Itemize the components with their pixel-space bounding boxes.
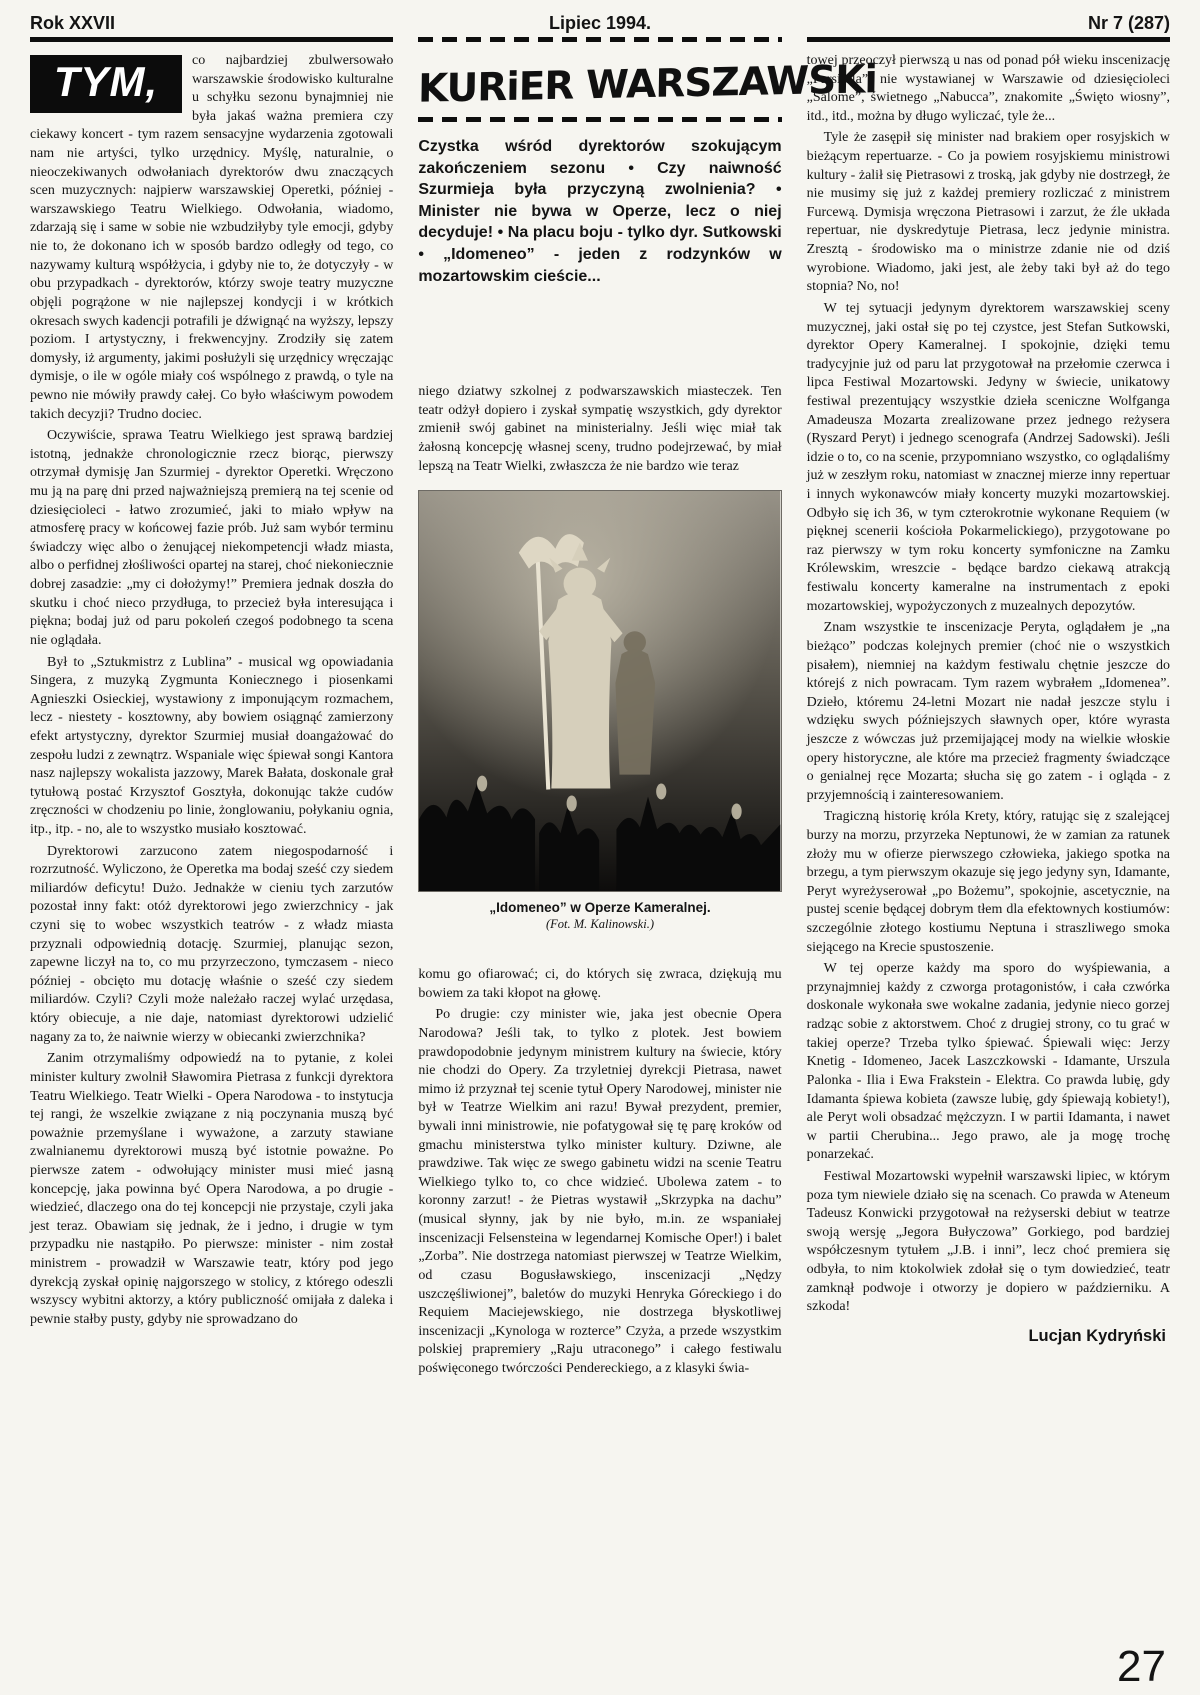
masthead-title: KURiER WARSZAWSKi (418, 57, 878, 112)
center-column (418, 52, 878, 1379)
photo-caption (418, 900, 781, 932)
body-paragraph: Znam wszystkie te inscenizacje Peryta, oglądałem je „na bieżąco” podczas kolejnych premier (choć nie o wszystkich pisałem), niemniej na każdym festiwalu chętnie jeszcze do którejś z nich powracam. Tym razem wybrałem „Idomenea”. Dzieło, któremu 24-letni Mozart nie nadał jeszcze stylu i wdzięku swych późniejszych sławnych oper, które wyrasta jeszcze z wówczas już przemijającej mody na wielkie włoskie opery historyczne, ale które ma przecież fragmenty świadczące o genialnej ręce Mozarta; słucha się go zatem - i ogląda - z przyjemnością i zainteresowaniem. (806, 620, 1170, 803)
article-columns (30, 52, 1170, 1379)
issue-date: Lipiec 1994. (548, 13, 652, 33)
volume-label: Rok XXVII (30, 13, 116, 33)
photo-caption-credit: (Fot. M. Kalinowski.) (546, 917, 654, 932)
column-gap (418, 940, 781, 966)
body-paragraph: Tyle że zasępił się minister nad brakiem oper rosyjskich w bieżącym repertuarze. - Co ja powiem rosyjskiemu ministrowi kultury - żalił się Pietrasowi z troską, jak gdyby nie dostrzegł, że nie musimy się już z każdej premiery rozliczać z ministrem Furcewą. Dymisja wręczona Pietrasowi i zarzut, że źle układa repertuar, nie dyskredytuje Pietrasa, lecz jedynie ministra. Zresztą - środowisko ma o ministrze zdanie nie od dziś wyrobione. Wiadomo, jaki jest, ale żeby taki był aż do tego stopnia? No, no! (806, 130, 1170, 295)
page-header (30, 12, 1170, 34)
body-paragraph: Zanim otrzymaliśmy odpowiedź na to pytanie, z kolei minister kultury zwolnił Sławomira Pietrasa z funkcji dyrektora Teatru Wielkiego. Teatr Wielki - Opera Narodowa - to instytucja tej rangi, że wszelkie związane z nią poczynania muszą być poważnie przemyślane i wyważone, a zarzuty stawiane zwalnianemu dyrektorowi muszą być istotnie poważne. Po pierwsze zatem - odwołujący minister musi mieć jasną koncepcję, jaka powinna być Opera Narodowa, a po drugie - wiedzieć, dlaczego ona do tej koncepcji nie przystaje, czyli jaka jest teraz. Obawiam się jednak, że i jedno, i drugie w tym przypadku nie nastąpiło. Po pierwsze: minister - nim został ministrem - prowadził w Warszawie teatr, który pod jego dyrekcją zyskał opinię najgorszego w stolicy, z którego odeszli wszyscy wybitni aktorzy, a który publiczność omijała z daleka i pewnie stałby pusty, gdyby nie sprowadzano do (30, 1051, 394, 1327)
body-paragraph: Dyrektorowi zarzucono zatem niegospodarność i rozrzutność. Wyliczono, że Operetka ma bodaj sześć czy siedem miliardów deficytu! Dużo. Jednakże w cieniu tych zarzutów pozostał inny fakt: otóż dyrektorowi jego zwierzchnicy - jak czyni się to wobec wszystkich teatrów - z władz miasta przyznali odpowiednią dotację. Szurmiej, planując sezon, zapewne liczył na to, co mu przyrzeczono, tymczasem - nieco później - obcięto mu dotację właśnie o sześć czy siedem miliardów. Czyli? Czyli może należało raczej wylać urzędasa, który obiecuje, a nie daje, natomiast dyrektorowi udzielić nagany za to, że naiwnie wierzy w obiecanki zwierzchnika? (30, 843, 394, 1045)
column-gap (418, 287, 781, 383)
lead-paragraph: Czystka wśród dyrektorów szokującym zakończeniem sezonu • Czy naiwność Szurmieja była przyczyną zwolnienia? • Minister nie bywa w Operze, lecz o niej decyduje! • Na placu boju - tylko dyr. Sutkowski • „Idomeneo” - jeden z rodzynków w mozartowskim cieście... (418, 137, 782, 285)
tym-wordmark (30, 55, 182, 113)
body-paragraph: Festiwal Mozartowski wypełnił warszawski lipiec, w którym poza tym niewiele działo się na scenach. Co prawda w Ateneum Tadeusz Konwicki przygotował na reżyserski debiut w teatrze swoją wersję „Jegora Bułyczowa” Gorkiego, pod bardziej współczesnym tytułem „J.B. i inni”, lecz choć premiera się odbyła, to nim ktokolwiek zdołał się o tym dowiedzieć, teatr zamknął podwoje i otworzy je dopiero w październiku. A szkoda! (806, 1168, 1170, 1315)
body-paragraph: Był to „Sztukmistrz z Lublina” - musical wg opowiadania Singera, z muzyką Zygmunta Koniecznego i piosenkami Agnieszki Osieckiej, wystawiony z imponującym rozmachem, lecz - niestety - kosztowny, aby bowiem osiągnąć zamierzony efekt artystyczny, dyrektor Szurmiej musiał doangażować do zespołu ludzi z zewnątrz. Wspaniale więc śpiewał songi Kantora nasz najlepszy wokalista jazzowy, Marek Bałata, doskonale grał tytułową postać Krzysztof Gosztyła, dokonując także cudów zręczności w chodzeniu po linie, żonglowaniu, połykaniu ognia, itp., itp. - no, ale to wszystko musiało kosztować. (30, 654, 394, 837)
body-paragraph: W tej operze każdy ma sporo do wyśpiewania, a przynajmniej każdy z czworga protagonistów, i cała czwórka doskonale wykonała swe wokalne zadania, jedynie nieco gorzej radząc sobie z aktorstwem. Choć z drugiej strony, co tu grać w takiej operze? Trzeba tylko śpiewać. Śpiewali więc: Jerzy Knetig - Idomeneo, Jacek Laszczkowski - Idamante, Urszula Palonka - Ilia i Ewa Frakstein - Elektra. Co prawda lubię, gdy Idamanta śpiewa kobieta (zawsze lubię, gdy śpiewają kobiety!), ale Peryt woli obsadzać mężczyzn. I w partii Idamanta, i nawet w partii Cherubina... Jego prawo, ale ja mogę trochę ponarzekać. (806, 961, 1170, 1163)
body-paragraph: W tej sytuacji jedynym dyrektorem warszawskiej sceny muzycznej, jaki ostał się po tej czystce, jest Stefan Sutkowski, dyrektor Opery Kameralnej. I spokojnie, dzięki temu tradycyjnie już od paru lat przygotował na przełomie czerwca i lipca Festiwal Mozartowski. Jedyny w świecie, unikatowy festiwal prezentujący wszystkie dzieła sceniczne Wolfganga Amadeusza Mozarta zrealizowane przez jednego reżysera (Ryszard Peryt) i jednego scenografa (Andrzej Sadowski). Jeśli idzie o to, co na scenie, przypomniano wszystko, co oglądaliśmy już w zeszłym roku, natomiast w znacznej mierze inny repertuar i innych wykonawców miały koncerty muzyki mozartowskiej. Odbyło się ich 36, w tym czterokrotnie wykonane Requiem (w pięknej scenerii kościoła Pokarmelickiego), przygotowane po raz pierwszy w tym roku koncerty symfoniczne na Zamku Królewskim, wreszcie - będące bardzo ciekawą atrakcją festiwalu koncerty kameralne na instrumentach z epoki mozartowskiej, wypożyczonych z muzealnych depozytów. (806, 300, 1170, 614)
body-paragraph: Po drugie: czy minister wie, jaka jest obecnie Opera Narodowa? Jeśli tak, to tylko z plotek. Jest bowiem prawdopodobnie jedynym ministrem kultury na świecie, który nie chodzi do Opery. Za trzyletniej dyrekcji Pietrasa, nawet mimo iż przyznał tej scenie tytuł Opery Narodowej, minister nie był w Teatrze Wielkim ani razu! Bywał prezydent, premier, bywali inni ministrowie, nie pofatygował się tę parę kroków od gmachu ministerstwa tylko minister kultury. Dziwne, ale prawdziwe. Tak więc ze swego gabinetu widzi na scenie Teatru Wielkiego tylko to, co chce widzieć. Ubolewa zatem - to koronny zarzut! - że Pietras wystawił „Skrzypka na dachu” (musical słynny, jak by nie było, m.in. ze wspaniałej inscenizacji Felsensteina w legendarnej Komische Oper!) i balet „Zorba”. Nie dostrzega natomiast pierwszej w Teatrze Wielkim, od czasu Bogusławskiego, inscenizacji „Nędzy uszczęśliwionej”, baletów do muzyki Henryka Góreckiego i do Requiem Maciejewskiego, nie dostrzega błyskotliwej inscenizacji „Kynologa w rozterce” Czyża, a przede wszystkim polskiej prapremiery „Raju utraconego” i całego festiwalu poświęconego twórczości Pendereckiego, a z klasyki świa- (418, 1007, 782, 1376)
tym-wordmark-text: TYM, (53, 58, 159, 105)
header-rule-center-dashed (418, 37, 781, 42)
right-column (807, 52, 1170, 1379)
body-paragraph: niego dziatwy szkolnej z podwarszawskich miasteczek. Ten teatr odżył dopiero i zyskał sympatię wszystkich, gdy dyrektor zmienił swój gabinet na ministerialny. Jeśli więc miał tak żałosną koncepcję własnej sceny, trudno podejrzewać, by miał lepszą na Teatr Wielki, zwłaszcza że nie bardzo wie teraz (418, 384, 782, 474)
header-rule-right (807, 37, 1170, 42)
body-paragraph: Tragiczną historię króla Krety, który, ratując się z szalejącej burzy na morzu, przyrzeka Neptunowi, że w zamian za ratunek złoży mu w ofierze pierwszego człowieka, jakiego spotka na brzegu, a tym pierwszym okazuje się jego jedyny syn, Idamante, Peryt wyreżyserował „po Bożemu”, spokojnie, ascetycznie, na pustej scenie będącej dobrym tłem dla efektownych kostiumów: szczególnie złotego kostiumu Neptuna i straszliwego smoka siejącego na Krecie spustoszenie. (806, 809, 1170, 955)
opera-scene-photo-art (418, 490, 781, 892)
page-number: 27 (1117, 1642, 1166, 1691)
header-rule (30, 37, 1170, 42)
masthead-rule (418, 117, 781, 122)
body-paragraph: Oczywiście, sprawa Teatru Wielkiego jest sprawą bardziej istotną, jednakże chronologicznie rzecz biorąc, pierwszy otrzymał dymisję Jan Szurmiej - dyrektor Operetki. Wręczono mu ją na parę dni przed najważniejszą premierą na tej scenie od dziesięcioleci - łatwo zrozumieć, jaki to miało wpływ na atmosferę pracy w końcowej fazie prób. Już sam wybór terminu świadczy więc albo o żenującej niekompetencji władz miasta, albo o perfidnej złośliwości opartej na starej, choć niekoniecznie dobrej zasadzie: „my ci dołożymy!” Premiera jednak doszła do skutku i choć nieco przydługa, to przecież była interesująca i piękna; bodaj już od paru pokoleń czegoś podobnego ta scena nie oglądała. (30, 428, 394, 648)
issue-number: Nr 7 (287) (1087, 13, 1170, 33)
opera-scene-photo (418, 490, 781, 932)
photo-caption-title: „Idomeneo” w Operze Kameralnej. (489, 900, 711, 916)
left-column (30, 52, 393, 1379)
author-byline: Lucjan Kydryński (1028, 1326, 1166, 1345)
body-paragraph: towej przeoczył pierwszą u nas od ponad pół wieku inscenizację „Parsifala”, nie wystawianej w Warszawie od dziesięcioleci „Salome”, świetnego „Nabucca”, znakomite „Święto wiosny”, itd., itd., można by długo wyliczać, tyle że... (806, 53, 1170, 124)
header-rule-left (30, 37, 393, 42)
body-paragraph: komu go ofiarować; ci, do których się zwraca, dziękują mu bowiem za taki kłopot na głowę. (418, 967, 782, 1001)
body-paragraph: co najbardziej zbulwersowało warszawskie środowisko kulturalne u schyłku sezonu bynajmniej nie była jakaś ważna premiera czy ciekawy koncert - tym razem sensacyjne wydarzenia zgotowali nam nie artyści, tylko urzędnicy. Myślę, naturalnie, o nieoczekiwanych odwołaniach dyrektorów dwu znaczących scen muzycznych: najpierw warszawskiej Operetki, później - warszawskiego Teatru Wielkiego. Odwołania, wiadomo, zdarzają się i same w sobie nie wzbudziłyby tyle emocji, gdyby nie to, że dokonano ich w sposób bardzo odległy od tego, co nazywamy kulturą współżycia, i gdyby nie to, że dotyczyły - w obu przypadkach - dyrektorów, którzy swoje teatry muzyczne objęli pogrążone w nie najlepszej kondycji i w krótkich okresach swych kadencji potrafili je dźwignąć na wyższy, lepszy poziom. I artystyczny, i frekwencyjny. Zrodziły się zatem domysły, iż argumenty, jakimi posłużyli się urzędnicy wręczając dymisje, o ile w ogóle miały coś wspólnego z prawdą, o tyle na pewno nie mówiły prawdy całej. Co było właściwym powodem takich decyzji? Trudno dociec. (30, 53, 394, 422)
